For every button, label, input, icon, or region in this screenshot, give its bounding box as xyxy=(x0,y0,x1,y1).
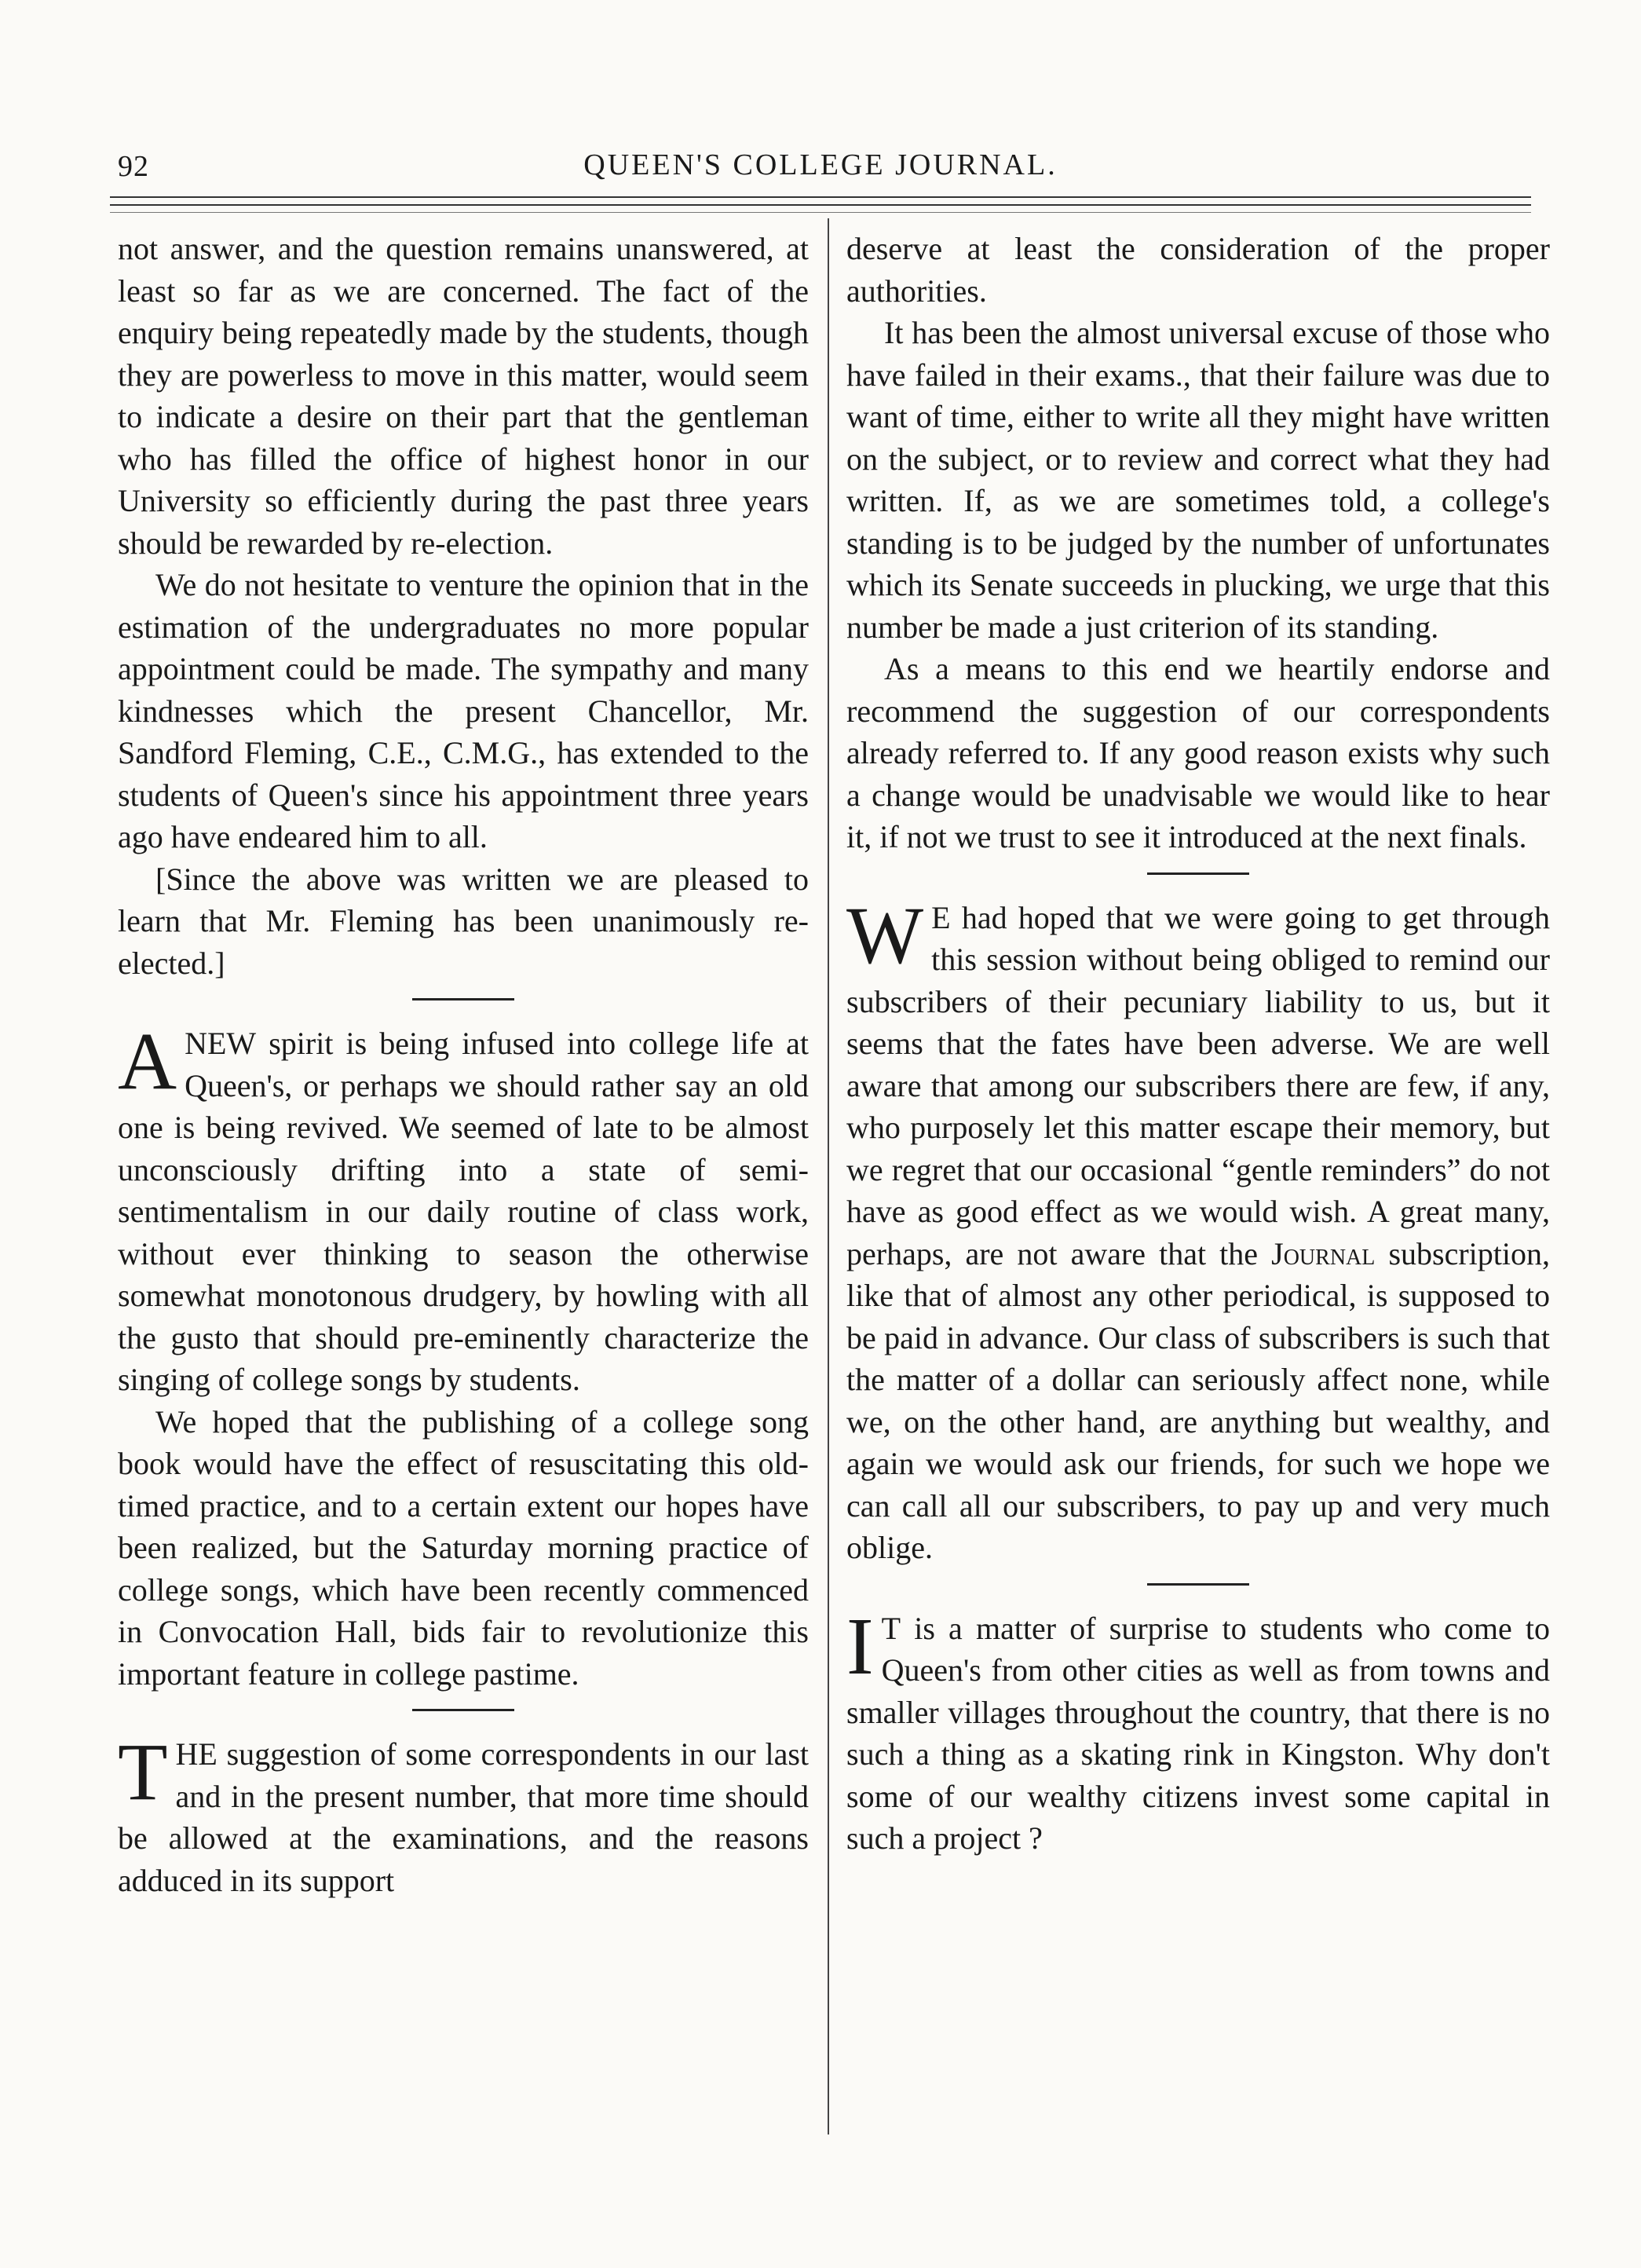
paragraph-subscribers xyxy=(846,890,1551,1569)
header-rule-double xyxy=(110,204,1531,206)
paragraph-college-spirit xyxy=(118,1016,809,1401)
header-rule xyxy=(110,196,1531,198)
paragraph-chancellor-note: [Since the above was written we are pleased to learn that Mr. Fleming has been unanimously re-elected.] xyxy=(118,861,809,981)
section-rule xyxy=(412,998,514,1000)
section-rule xyxy=(412,1709,514,1711)
drop-cap: A xyxy=(118,1016,177,1107)
column-divider xyxy=(828,218,829,2134)
paragraph-skating-rink xyxy=(846,1600,1550,1860)
paragraph-text: had hoped that we were going to get through this session without being obliged to remind our subscribers of their pecuniary liability to us, but it seems that the fates have been adverse. We are well aware that among our subscribers there are few, if any, who purposely let this matter escape their memory, but we regret that our occasional “gentle reminders” do not have as good effect as we would wish. A great many, perhaps, are not aware that the xyxy=(846,899,1550,1271)
paragraph-song-book: We hoped that the publishing of a college song book would have the effect of resuscitating this old-timed practice, and to a certain extent our hopes have been realized, but the Saturday morning practice of college songs, which have been recently commenced in Convocation Hall, bids fair to revolutionize this important feature in college pastime. xyxy=(118,1403,809,1692)
lead-word: NEW xyxy=(185,1026,257,1061)
lead-word: T xyxy=(881,1610,901,1646)
drop-cap: I xyxy=(846,1600,874,1692)
paragraph-chancellor-opinion: We do not hesitate to venture the opinion that in the estimation of the undergraduates no more popular appointment could be made. The sympathy and many kindnesses which the present Chancellor, Mr. Sandford Fleming, C.E., C.M.G., has extended to the students of Queen's since his appointment three years ago have endeared him to all. xyxy=(118,567,809,854)
page-number: 92 xyxy=(118,150,149,183)
paragraph-text: suggestion of some correspondents in our last and in the present number, that more time should be allowed at the examinations, and the reasons adduced in its support xyxy=(118,1736,809,1898)
drop-cap: W xyxy=(846,890,924,981)
paragraph-text: spirit is being infused into college life at Queen's, or perhaps we should rather say an old one is being revived. We seemed of late to be almost unconsciously drifting into a state of semi-sentimentalism in our daily routine of class work, without ever thinking to season the otherwise somewhat monotonous drudgery, by howling with all the gusto that should pre-eminently characterize the singing of college songs by students. xyxy=(118,1026,809,1397)
left-column xyxy=(118,228,809,1901)
paragraph-exam-endorse: As a means to this end we heartily endorse and recommend the suggestion of our correspondents already referred to. If any good reason exists why such a change would be unadvisable we would like to hear it, if not we trust to see it introduced at the next finals. xyxy=(846,651,1550,854)
right-column xyxy=(846,228,1550,1860)
paragraph-exam-time-cont: deserve at least the consideration of the proper authorities. xyxy=(846,231,1550,309)
journal-name: Journal xyxy=(1271,1235,1376,1271)
section-rule xyxy=(1147,872,1249,875)
paragraph-text: is a matter of surprise to students who come to Queen's from other cities as well as from towns and smaller villages throughout the country, that there is no such a thing as a skating rink in Kingston. Why don't some of our wealthy citizens invest some capital in such a project ? xyxy=(846,1610,1550,1856)
paragraph-chancellor-cont: not answer, and the question remains unanswered, at least so far as we are concerned. The fact of the enquiry being repeatedly made by the students, though they are powerless to move in this matter, would seem to indicate a desire on their part that the gentleman who has filled the office of highest honor in our University so efficiently during the past three years should be rewarded by re-election. xyxy=(118,231,809,561)
header-rule-thin xyxy=(110,212,1531,213)
section-rule xyxy=(1147,1583,1249,1586)
paragraph-text: subscription, like that of almost any other periodical, is supposed to be paid in advance. Our class of subscribers is such that the matter of a dollar can seriously affect none, while we, on the other hand, are anything but wealthy, and again we would ask our friends, for such we hope we can call all our subscribers, to pay up and very much oblige. xyxy=(846,1235,1551,1565)
drop-cap: T xyxy=(118,1727,168,1817)
lead-word: HE xyxy=(175,1736,217,1772)
paragraph-exam-time xyxy=(118,1727,809,1901)
lead-word: E xyxy=(931,899,951,935)
paragraph-exam-excuse: It has been the almost universal excuse of those who have failed in their exams., that their failure was due to want of time, either to write all they might have written on the subject, or to review and correct what they had written. If, as we are sometimes told, a college's standing is to be judged by the number of unfortunates which its Senate succeeds in plucking, we urge that this number be made a just criterion of its standing. xyxy=(846,315,1550,645)
running-head: QUEEN'S COLLEGE JOURNAL. xyxy=(583,148,1058,181)
